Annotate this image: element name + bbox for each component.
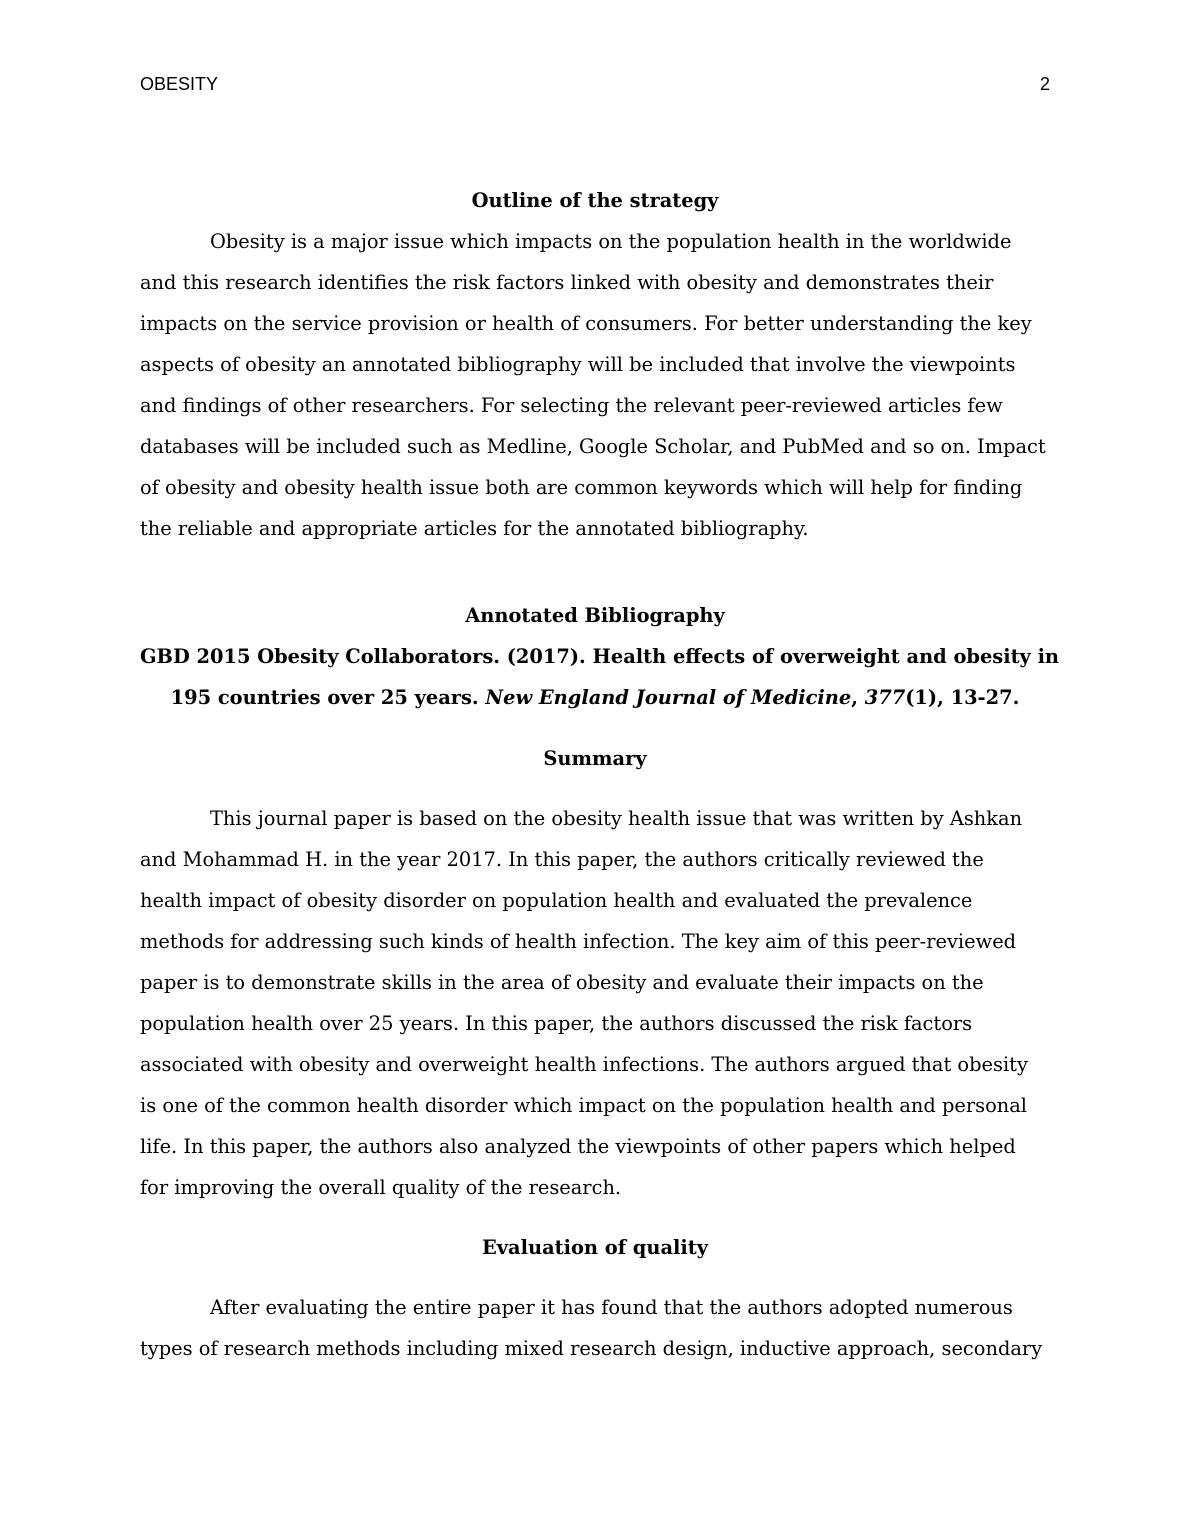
paragraph-line: Obesity is a major issue which impacts on the population health in the worldwide xyxy=(210,230,1012,253)
paragraph-line: types of research methods including mixed research design, inductive approach, secondary xyxy=(140,1337,1043,1360)
citation-separator: , xyxy=(851,686,865,709)
evaluation-heading: Evaluation of quality xyxy=(482,1236,708,1259)
paragraph-line: is one of the common health disorder which impact on the population health and personal xyxy=(140,1094,1028,1117)
outline-section xyxy=(140,180,1050,549)
page-number: 2 xyxy=(1039,74,1050,94)
paragraph-line: This journal paper is based on the obesity health issue that was written by Ashkan xyxy=(210,807,1023,830)
paragraph-line: associated with obesity and overweight health infections. The authors argued that obesity xyxy=(140,1053,1028,1076)
paragraph-line: methods for addressing such kinds of health infection. The key aim of this peer-reviewed xyxy=(140,930,1017,953)
paragraph-line: health impact of obesity disorder on population health and evaluated the prevalence xyxy=(140,889,973,912)
citation-journal: New England Journal of Medicine xyxy=(485,686,852,709)
paragraph-line: population health over 25 years. In this paper, the authors discussed the risk factors xyxy=(140,1012,973,1035)
bibliography-section xyxy=(140,595,1060,718)
summary-heading: Summary xyxy=(543,747,647,770)
evaluation-body xyxy=(140,1287,1050,1369)
citation-title-end: 195 countries over 25 years. xyxy=(170,686,486,709)
outline-heading: Outline of the strategy xyxy=(471,189,719,212)
paragraph-line: After evaluating the entire paper it has found that the authors adopted numerous xyxy=(210,1296,1013,1319)
summary-body xyxy=(140,798,1050,1208)
paragraph-line: impacts on the service provision or health of consumers. For better understanding the key xyxy=(140,312,1032,335)
citation xyxy=(140,636,1060,718)
paragraph-line: and this research identifies the risk factors linked with obesity and demonstrates their xyxy=(140,271,994,294)
citation-issue-pages: (1), 13-27. xyxy=(905,686,1020,709)
citation-line-2 xyxy=(140,677,1050,718)
outline-paragraph xyxy=(140,221,1050,549)
paragraph-line: the reliable and appropriate articles for the annotated bibliography. xyxy=(140,517,809,540)
paragraph-line: of obesity and obesity health issue both are common keywords which will help for finding xyxy=(140,476,1023,499)
paragraph-line: aspects of obesity an annotated bibliography will be included that involve the viewpoints xyxy=(140,353,1016,376)
paragraph-line: life. In this paper, the authors also analyzed the viewpoints of other papers which helped xyxy=(140,1135,1016,1158)
evaluation-section xyxy=(140,1227,1050,1268)
running-head: OBESITY xyxy=(140,74,219,94)
bibliography-heading: Annotated Bibliography xyxy=(465,604,725,627)
paragraph-line: for improving the overall quality of the research. xyxy=(140,1176,622,1199)
citation-line-1: GBD 2015 Obesity Collaborators. (2017). Health effects of overweight and obesity in xyxy=(140,645,1060,668)
paragraph-line: and findings of other researchers. For selecting the relevant peer-reviewed articles few xyxy=(140,394,1003,417)
paragraph-line: paper is to demonstrate skills in the area of obesity and evaluate their impacts on the xyxy=(140,971,984,994)
summary-section xyxy=(140,738,1050,779)
summary-paragraph xyxy=(140,798,1050,1208)
evaluation-paragraph xyxy=(140,1287,1050,1369)
paragraph-line: and Mohammad H. in the year 2017. In this paper, the authors critically reviewed the xyxy=(140,848,984,871)
citation-volume: 377 xyxy=(864,686,906,709)
paragraph-line: databases will be included such as Medline, Google Scholar, and PubMed and so on. Impact xyxy=(140,435,1046,458)
